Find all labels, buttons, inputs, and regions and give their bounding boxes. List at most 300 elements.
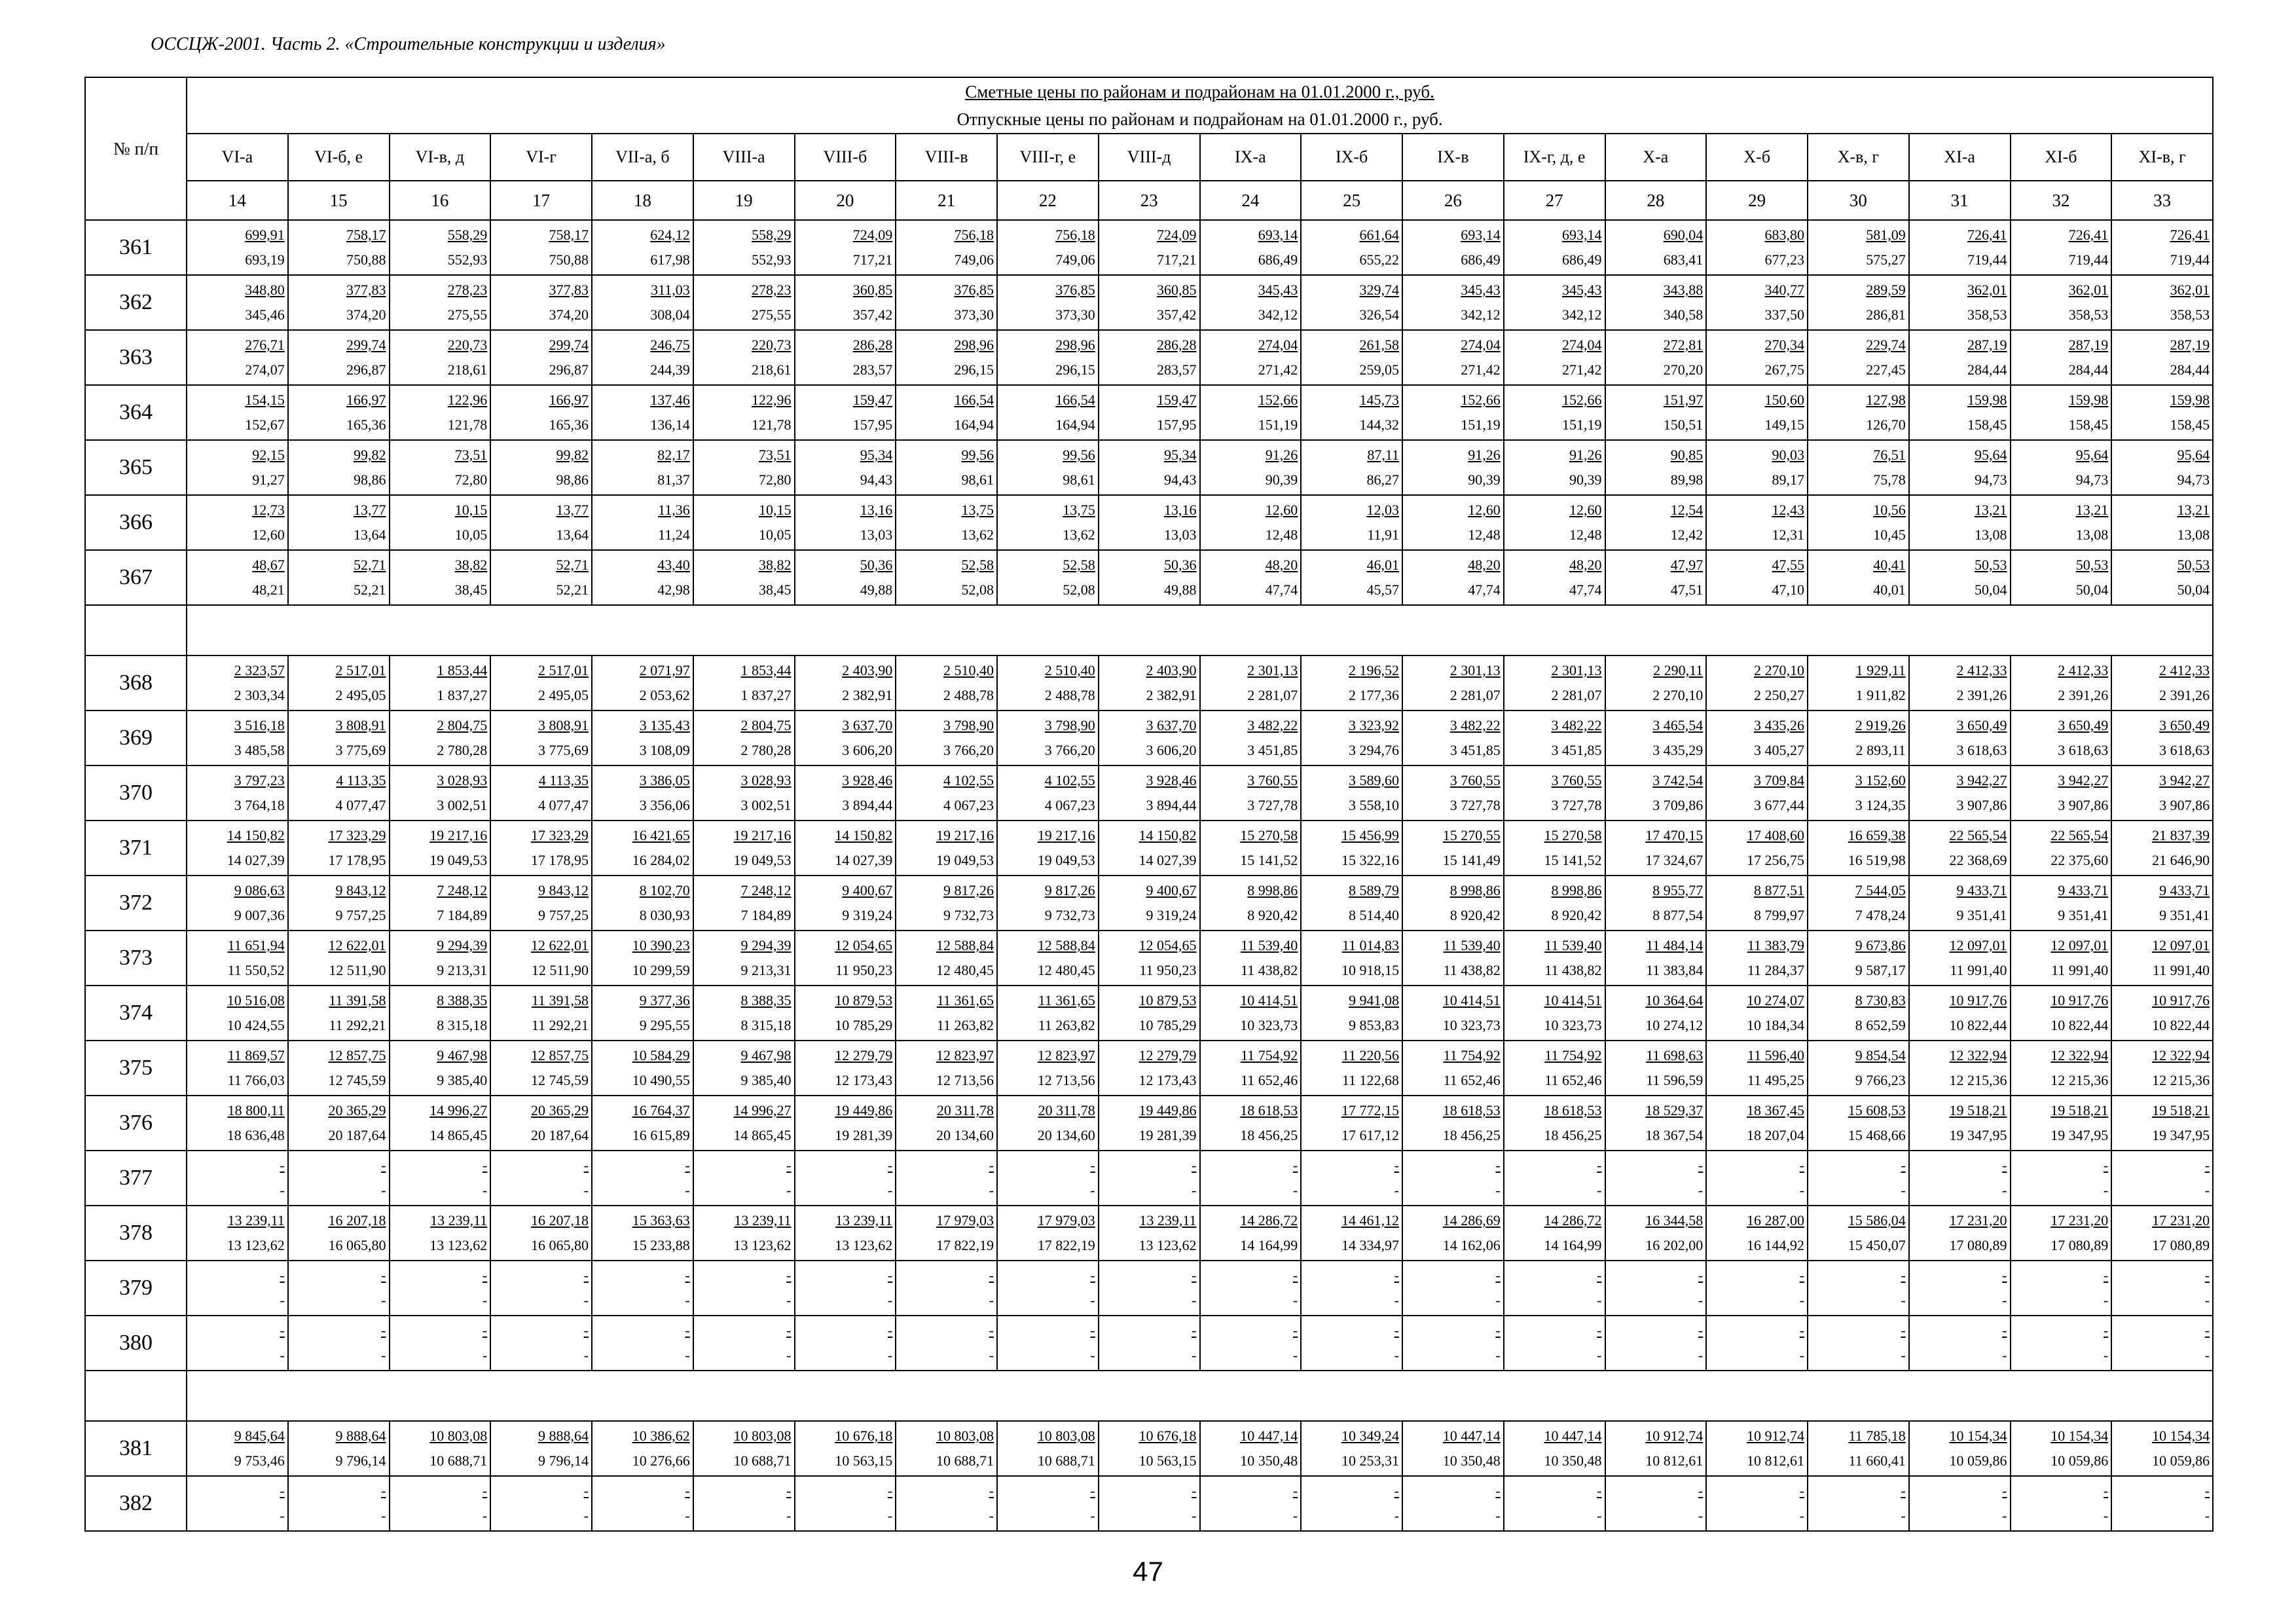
estimated-price: 756,18 bbox=[1055, 227, 1095, 243]
release-price: - bbox=[1495, 1182, 1501, 1198]
estimated-price: 11 383,79 bbox=[1747, 937, 1804, 953]
estimated-price: 246,75 bbox=[650, 337, 690, 353]
price-cell bbox=[490, 1096, 592, 1151]
estimated-price: 91,26 bbox=[1468, 447, 1501, 463]
estimated-price: 52,71 bbox=[354, 557, 386, 573]
release-price: 342,12 bbox=[1562, 306, 1602, 323]
release-price: - bbox=[1597, 1182, 1602, 1198]
release-price: 357,42 bbox=[852, 306, 893, 323]
estimated-price: 3 760,55 bbox=[1247, 772, 1298, 788]
estimated-price: 2 804,75 bbox=[740, 717, 792, 733]
price-cell bbox=[1099, 876, 1200, 931]
release-price: 719,44 bbox=[2170, 251, 2210, 268]
release-price: 284,44 bbox=[2170, 361, 2210, 378]
estimated-price: 274,04 bbox=[1562, 337, 1602, 353]
estimated-price: - bbox=[1799, 1267, 1804, 1283]
estimated-price: 9 400,67 bbox=[842, 882, 893, 898]
price-cell bbox=[1808, 1421, 1909, 1476]
estimated-price: 12 054,65 bbox=[835, 937, 893, 953]
estimated-price: 2 196,52 bbox=[1349, 662, 1399, 678]
price-cell bbox=[1706, 385, 1808, 440]
release-price: 10 059,86 bbox=[1949, 1452, 2007, 1469]
price-cell bbox=[390, 931, 491, 986]
price-cell bbox=[1504, 330, 1605, 385]
estimated-price: 3 797,23 bbox=[234, 772, 285, 788]
estimated-price: 13 239,11 bbox=[835, 1212, 893, 1228]
price-cell bbox=[795, 440, 896, 495]
release-price: 342,12 bbox=[1258, 306, 1298, 323]
price-cell bbox=[390, 876, 491, 931]
price-cell bbox=[1504, 1476, 1605, 1531]
price-cell bbox=[390, 550, 491, 605]
row-number: 361 bbox=[85, 220, 187, 275]
price-cell bbox=[896, 1476, 997, 1531]
release-price: 13,08 bbox=[2177, 526, 2210, 543]
estimated-price: - bbox=[989, 1267, 994, 1283]
release-price: 677,23 bbox=[1764, 251, 1804, 268]
release-price: 16 144,92 bbox=[1747, 1237, 1804, 1253]
release-price: - bbox=[1901, 1347, 1906, 1363]
title-estimated-prices: Сметные цены по районам и подрайонам на 01.01.2000 г., руб. bbox=[965, 82, 1434, 101]
table-header-row bbox=[85, 77, 2213, 134]
release-price: - bbox=[989, 1347, 994, 1363]
release-price: 47,51 bbox=[1670, 581, 1704, 598]
release-price: 750,88 bbox=[346, 251, 386, 268]
release-price: 286,81 bbox=[1866, 306, 1906, 323]
estimated-price: 18 529,37 bbox=[1645, 1102, 1704, 1118]
release-price: 18 456,25 bbox=[1240, 1127, 1298, 1143]
estimated-price: - bbox=[786, 1322, 792, 1338]
release-price: - bbox=[1192, 1347, 1197, 1363]
estimated-price: 20 311,78 bbox=[936, 1102, 994, 1118]
price-cell bbox=[490, 710, 592, 766]
row-number: 371 bbox=[85, 821, 187, 876]
estimated-price: 14 996,27 bbox=[429, 1102, 488, 1118]
release-price: - bbox=[1799, 1507, 1804, 1524]
release-price: 11 263,82 bbox=[1038, 1017, 1095, 1033]
price-cell bbox=[795, 1206, 896, 1261]
estimated-price: 99,56 bbox=[961, 447, 994, 463]
column-number: 27 bbox=[1504, 181, 1605, 220]
release-price: - bbox=[280, 1347, 285, 1363]
release-price: 227,45 bbox=[1866, 361, 1906, 378]
price-cell bbox=[1504, 710, 1605, 766]
price-cell bbox=[2011, 275, 2112, 330]
release-price: 9 319,24 bbox=[842, 907, 893, 923]
release-price: 11,91 bbox=[1367, 526, 1399, 543]
estimated-price: 298,96 bbox=[954, 337, 994, 353]
title-release-prices: Отпускные цены по районам и подрайонам на 01.01.2000 г., руб. bbox=[957, 109, 1443, 129]
price-cell bbox=[2011, 1316, 2112, 1371]
district-header: VIII-а bbox=[693, 134, 795, 181]
estimated-price: 11 754,92 bbox=[1443, 1047, 1501, 1063]
estimated-price: 286,28 bbox=[1157, 337, 1197, 353]
release-price: 15 141,52 bbox=[1240, 852, 1298, 868]
price-cell bbox=[795, 1096, 896, 1151]
price-cell bbox=[1909, 1261, 2011, 1316]
price-cell bbox=[1504, 1421, 1605, 1476]
estimated-price: - bbox=[887, 1267, 893, 1283]
estimated-price: 360,85 bbox=[852, 282, 893, 298]
release-price: 340,58 bbox=[1663, 306, 1704, 323]
release-price: 15 141,52 bbox=[1544, 852, 1602, 868]
release-price: 14 865,45 bbox=[733, 1127, 792, 1143]
estimated-price: 2 290,11 bbox=[1653, 662, 1704, 678]
release-price: 10 276,66 bbox=[632, 1452, 690, 1469]
estimated-price: 43,40 bbox=[657, 557, 690, 573]
row-number: 375 bbox=[85, 1041, 187, 1096]
estimated-price: 92,15 bbox=[252, 447, 285, 463]
estimated-price: 289,59 bbox=[1866, 282, 1906, 298]
estimated-price: 159,47 bbox=[1157, 392, 1197, 408]
release-price: 3 907,86 bbox=[2159, 797, 2210, 813]
estimated-price: 12 622,01 bbox=[531, 937, 589, 953]
release-price: 4 077,47 bbox=[538, 797, 589, 813]
row-number: 379 bbox=[85, 1261, 187, 1316]
release-price: 9 351,41 bbox=[1956, 907, 2007, 923]
release-price: 45,57 bbox=[1366, 581, 1399, 598]
release-price: 686,49 bbox=[1461, 251, 1501, 268]
release-price: 10 822,44 bbox=[2050, 1017, 2109, 1033]
price-cell bbox=[1301, 1096, 1402, 1151]
estimated-price: - bbox=[381, 1267, 386, 1283]
price-cell bbox=[390, 655, 491, 710]
estimated-price: 7 248,12 bbox=[740, 882, 792, 898]
price-cell bbox=[1301, 550, 1402, 605]
estimated-price: - bbox=[1292, 1267, 1298, 1283]
release-price: 296,87 bbox=[549, 361, 589, 378]
release-price: 3 894,44 bbox=[1146, 797, 1197, 813]
table-row bbox=[85, 1261, 2213, 1316]
release-price: 2 391,26 bbox=[1956, 687, 2007, 703]
release-price: 373,30 bbox=[1055, 306, 1095, 323]
estimated-price: 11,36 bbox=[658, 502, 690, 518]
release-price: 2 391,26 bbox=[2058, 687, 2109, 703]
estimated-price: - bbox=[2103, 1267, 2109, 1283]
release-price: 3 558,10 bbox=[1349, 797, 1399, 813]
price-cell bbox=[2011, 766, 2112, 821]
price-cell bbox=[1301, 710, 1402, 766]
price-cell bbox=[2111, 931, 2213, 986]
release-price: 15 141,49 bbox=[1442, 852, 1501, 868]
price-cell bbox=[997, 1261, 1099, 1316]
price-cell bbox=[1808, 986, 1909, 1041]
release-price: 373,30 bbox=[954, 306, 994, 323]
price-cell bbox=[2111, 710, 2213, 766]
release-price: - bbox=[1799, 1347, 1804, 1363]
price-cell bbox=[2111, 1261, 2213, 1316]
estimated-price: 298,96 bbox=[1055, 337, 1095, 353]
estimated-price: 50,53 bbox=[1975, 557, 2007, 573]
price-cell bbox=[2011, 710, 2112, 766]
price-cell bbox=[896, 275, 997, 330]
release-price: 150,51 bbox=[1663, 416, 1704, 433]
release-price: 12 480,45 bbox=[1037, 962, 1095, 978]
price-cell bbox=[490, 931, 592, 986]
estimated-price: 13 239,11 bbox=[1139, 1212, 1197, 1228]
release-price: 296,15 bbox=[954, 361, 994, 378]
release-price: 94,73 bbox=[2075, 471, 2109, 488]
estimated-price: 3 028,93 bbox=[740, 772, 792, 788]
price-cell bbox=[1605, 275, 1707, 330]
price-cell bbox=[390, 1041, 491, 1096]
release-price: 9 295,55 bbox=[639, 1017, 690, 1033]
price-cell bbox=[1200, 1041, 1302, 1096]
estimated-price: 12 279,79 bbox=[835, 1047, 893, 1063]
price-cell bbox=[288, 876, 390, 931]
price-cell bbox=[1706, 1041, 1808, 1096]
estimated-price: 286,28 bbox=[852, 337, 893, 353]
release-price: 10 688,71 bbox=[429, 1452, 488, 1469]
price-cell bbox=[390, 1151, 491, 1206]
district-header: VI-б, е bbox=[288, 134, 390, 181]
release-price: 283,57 bbox=[852, 361, 893, 378]
estimated-price: - bbox=[1495, 1157, 1501, 1173]
release-price: 17 822,19 bbox=[1037, 1237, 1095, 1253]
price-cell bbox=[490, 655, 592, 710]
release-price: 552,93 bbox=[752, 251, 792, 268]
price-cell bbox=[1301, 1476, 1402, 1531]
estimated-price: - bbox=[1698, 1322, 1704, 1338]
price-cell bbox=[1099, 275, 1200, 330]
estimated-price: 376,85 bbox=[954, 282, 994, 298]
price-cell bbox=[693, 1151, 795, 1206]
release-price: 12 511,90 bbox=[329, 962, 386, 978]
release-price: - bbox=[1394, 1182, 1399, 1198]
release-price: 271,42 bbox=[1562, 361, 1602, 378]
estimated-price: - bbox=[685, 1483, 690, 1499]
release-price: 2 893,11 bbox=[1855, 742, 1906, 758]
release-price: 8 315,18 bbox=[437, 1017, 488, 1033]
estimated-price: - bbox=[1090, 1322, 1095, 1338]
price-cell bbox=[1200, 1316, 1302, 1371]
estimated-price: - bbox=[685, 1322, 690, 1338]
release-price: - bbox=[887, 1182, 893, 1198]
estimated-price: 10 912,74 bbox=[1747, 1428, 1804, 1444]
estimated-price: 82,17 bbox=[657, 447, 690, 463]
estimated-price: - bbox=[1799, 1157, 1804, 1173]
release-price: - bbox=[685, 1182, 690, 1198]
price-cell bbox=[693, 1096, 795, 1151]
price-cell bbox=[795, 495, 896, 550]
release-price: 11 766,03 bbox=[227, 1072, 285, 1088]
price-cell bbox=[1402, 1041, 1504, 1096]
price-cell bbox=[1909, 1206, 2011, 1261]
price-cell bbox=[1909, 220, 2011, 275]
estimated-price: 48,67 bbox=[252, 557, 285, 573]
release-price: 10,05 bbox=[759, 526, 792, 543]
price-cell bbox=[997, 330, 1099, 385]
release-price: 14 164,99 bbox=[1544, 1237, 1602, 1253]
estimated-price: 693,14 bbox=[1562, 227, 1602, 243]
price-cell bbox=[1808, 1316, 1909, 1371]
price-cell bbox=[1200, 1261, 1302, 1316]
release-price: 10 563,15 bbox=[835, 1452, 893, 1469]
estimated-price: 558,29 bbox=[447, 227, 488, 243]
release-price: 10 274,12 bbox=[1645, 1017, 1704, 1033]
price-cell bbox=[795, 1316, 896, 1371]
release-price: 17 080,89 bbox=[2050, 1237, 2109, 1253]
district-header: IX-б bbox=[1301, 134, 1402, 181]
estimated-price: - bbox=[2002, 1322, 2007, 1338]
price-cell bbox=[1200, 821, 1302, 876]
price-cell bbox=[288, 1041, 390, 1096]
estimated-price: - bbox=[2103, 1322, 2109, 1338]
release-price: 11 991,40 bbox=[2051, 962, 2109, 978]
estimated-price: 12 857,75 bbox=[531, 1047, 589, 1063]
price-cell bbox=[1605, 655, 1707, 710]
price-cell bbox=[896, 330, 997, 385]
price-cell bbox=[997, 766, 1099, 821]
estimated-price: 20 365,29 bbox=[328, 1102, 386, 1118]
price-cell bbox=[1605, 495, 1707, 550]
price-cell bbox=[1301, 766, 1402, 821]
estimated-price: 11 484,14 bbox=[1646, 937, 1704, 953]
price-cell bbox=[2111, 220, 2213, 275]
release-price: 14 027,39 bbox=[1139, 852, 1197, 868]
release-price: 10 812,61 bbox=[1747, 1452, 1804, 1469]
estimated-price: 19 518,21 bbox=[2152, 1102, 2210, 1118]
price-cell bbox=[1402, 1421, 1504, 1476]
release-price: 10 688,71 bbox=[936, 1452, 994, 1469]
price-cell bbox=[1402, 876, 1504, 931]
release-price: 47,74 bbox=[1265, 581, 1298, 598]
price-cell bbox=[1909, 1476, 2011, 1531]
estimated-price: 2 412,33 bbox=[2159, 662, 2210, 678]
release-price: - bbox=[1192, 1292, 1197, 1308]
price-cell bbox=[592, 275, 693, 330]
estimated-price: 10 803,08 bbox=[1037, 1428, 1095, 1444]
table-row bbox=[85, 1151, 2213, 1206]
release-price: 2 281,07 bbox=[1449, 687, 1501, 703]
price-cell bbox=[1605, 986, 1707, 1041]
estimated-price: 127,98 bbox=[1866, 392, 1906, 408]
estimated-price: 3 942,27 bbox=[1956, 772, 2007, 788]
release-price: 12,60 bbox=[252, 526, 285, 543]
release-price: 11 991,40 bbox=[2152, 962, 2210, 978]
price-cell bbox=[1605, 931, 1707, 986]
price-cell bbox=[390, 330, 491, 385]
district-header: XI-б bbox=[2011, 134, 2112, 181]
estimated-price: 76,51 bbox=[1873, 447, 1906, 463]
release-price: - bbox=[2002, 1347, 2007, 1363]
price-cell bbox=[1200, 876, 1302, 931]
estimated-price: 2 323,57 bbox=[234, 662, 285, 678]
estimated-price: 9 817,26 bbox=[943, 882, 994, 898]
estimated-price: 3 152,60 bbox=[1855, 772, 1906, 788]
release-price: 38,45 bbox=[759, 581, 792, 598]
price-cell bbox=[1909, 655, 2011, 710]
price-cell bbox=[1099, 1151, 1200, 1206]
price-cell bbox=[187, 1096, 288, 1151]
estimated-price: 345,43 bbox=[1258, 282, 1298, 298]
table-row bbox=[85, 1421, 2213, 1476]
price-cell bbox=[1200, 655, 1302, 710]
release-price: - bbox=[482, 1507, 488, 1524]
estimated-price: 8 998,86 bbox=[1449, 882, 1501, 898]
estimated-price: 10 917,76 bbox=[2152, 992, 2210, 1008]
price-cell bbox=[1909, 385, 2011, 440]
price-cell bbox=[187, 766, 288, 821]
estimated-price: 274,04 bbox=[1258, 337, 1298, 353]
release-price: - bbox=[2204, 1507, 2210, 1524]
price-cell bbox=[1909, 931, 2011, 986]
price-cell bbox=[390, 1206, 491, 1261]
price-cell bbox=[390, 1261, 491, 1316]
row-number: 363 bbox=[85, 330, 187, 385]
price-cell bbox=[1909, 330, 2011, 385]
release-price: - bbox=[1901, 1507, 1906, 1524]
price-cell bbox=[896, 931, 997, 986]
release-price: - bbox=[1292, 1347, 1298, 1363]
price-cell bbox=[592, 821, 693, 876]
price-cell bbox=[2111, 1206, 2213, 1261]
price-cell bbox=[1200, 550, 1302, 605]
price-cell bbox=[997, 1421, 1099, 1476]
release-price: 12,48 bbox=[1265, 526, 1298, 543]
price-cell bbox=[1504, 220, 1605, 275]
estimated-price: - bbox=[1292, 1157, 1298, 1173]
estimated-price: 166,97 bbox=[346, 392, 386, 408]
price-cell bbox=[1099, 710, 1200, 766]
estimated-price: 17 979,03 bbox=[936, 1212, 994, 1228]
estimated-price: 3 798,90 bbox=[1044, 717, 1095, 733]
price-cell bbox=[1099, 330, 1200, 385]
column-number: 28 bbox=[1605, 181, 1707, 220]
estimated-price: - bbox=[1292, 1483, 1298, 1499]
estimated-price: 12,43 bbox=[1772, 502, 1804, 518]
table-row bbox=[85, 986, 2213, 1041]
price-cell bbox=[1301, 1206, 1402, 1261]
release-price: 259,05 bbox=[1359, 361, 1399, 378]
release-price: 3 606,20 bbox=[842, 742, 893, 758]
release-price: 2 382,91 bbox=[1146, 687, 1197, 703]
price-cell bbox=[187, 1041, 288, 1096]
release-price: 7 184,89 bbox=[740, 907, 792, 923]
estimated-price: - bbox=[381, 1157, 386, 1173]
price-cell bbox=[1504, 495, 1605, 550]
price-cell bbox=[1706, 1421, 1808, 1476]
price-cell bbox=[2111, 440, 2213, 495]
table-row bbox=[85, 876, 2213, 931]
estimated-price: - bbox=[583, 1267, 589, 1283]
release-price: 326,54 bbox=[1359, 306, 1399, 323]
price-cell bbox=[390, 1476, 491, 1531]
estimated-price: 8 388,35 bbox=[740, 992, 792, 1008]
estimated-price: 14 461,12 bbox=[1341, 1212, 1399, 1228]
price-cell bbox=[693, 1476, 795, 1531]
price-cell bbox=[795, 986, 896, 1041]
price-cell bbox=[187, 330, 288, 385]
estimated-price: 12,60 bbox=[1569, 502, 1602, 518]
release-price: 16 065,80 bbox=[531, 1237, 589, 1253]
price-cell bbox=[592, 1476, 693, 1531]
price-cell bbox=[1200, 275, 1302, 330]
estimated-price: 726,41 bbox=[2068, 227, 2109, 243]
release-price: - bbox=[1192, 1182, 1197, 1198]
price-cell bbox=[592, 710, 693, 766]
estimated-price: - bbox=[1495, 1267, 1501, 1283]
table-row bbox=[85, 1316, 2213, 1371]
release-price: 9 319,24 bbox=[1146, 907, 1197, 923]
estimated-price: 11 391,58 bbox=[531, 992, 589, 1008]
release-price: 686,49 bbox=[1562, 251, 1602, 268]
release-price: 11 284,37 bbox=[1747, 962, 1804, 978]
release-price: 3 451,85 bbox=[1247, 742, 1298, 758]
price-cell bbox=[1504, 1206, 1605, 1261]
release-price: 19 049,53 bbox=[1037, 852, 1095, 868]
estimated-price: 3 760,55 bbox=[1551, 772, 1602, 788]
